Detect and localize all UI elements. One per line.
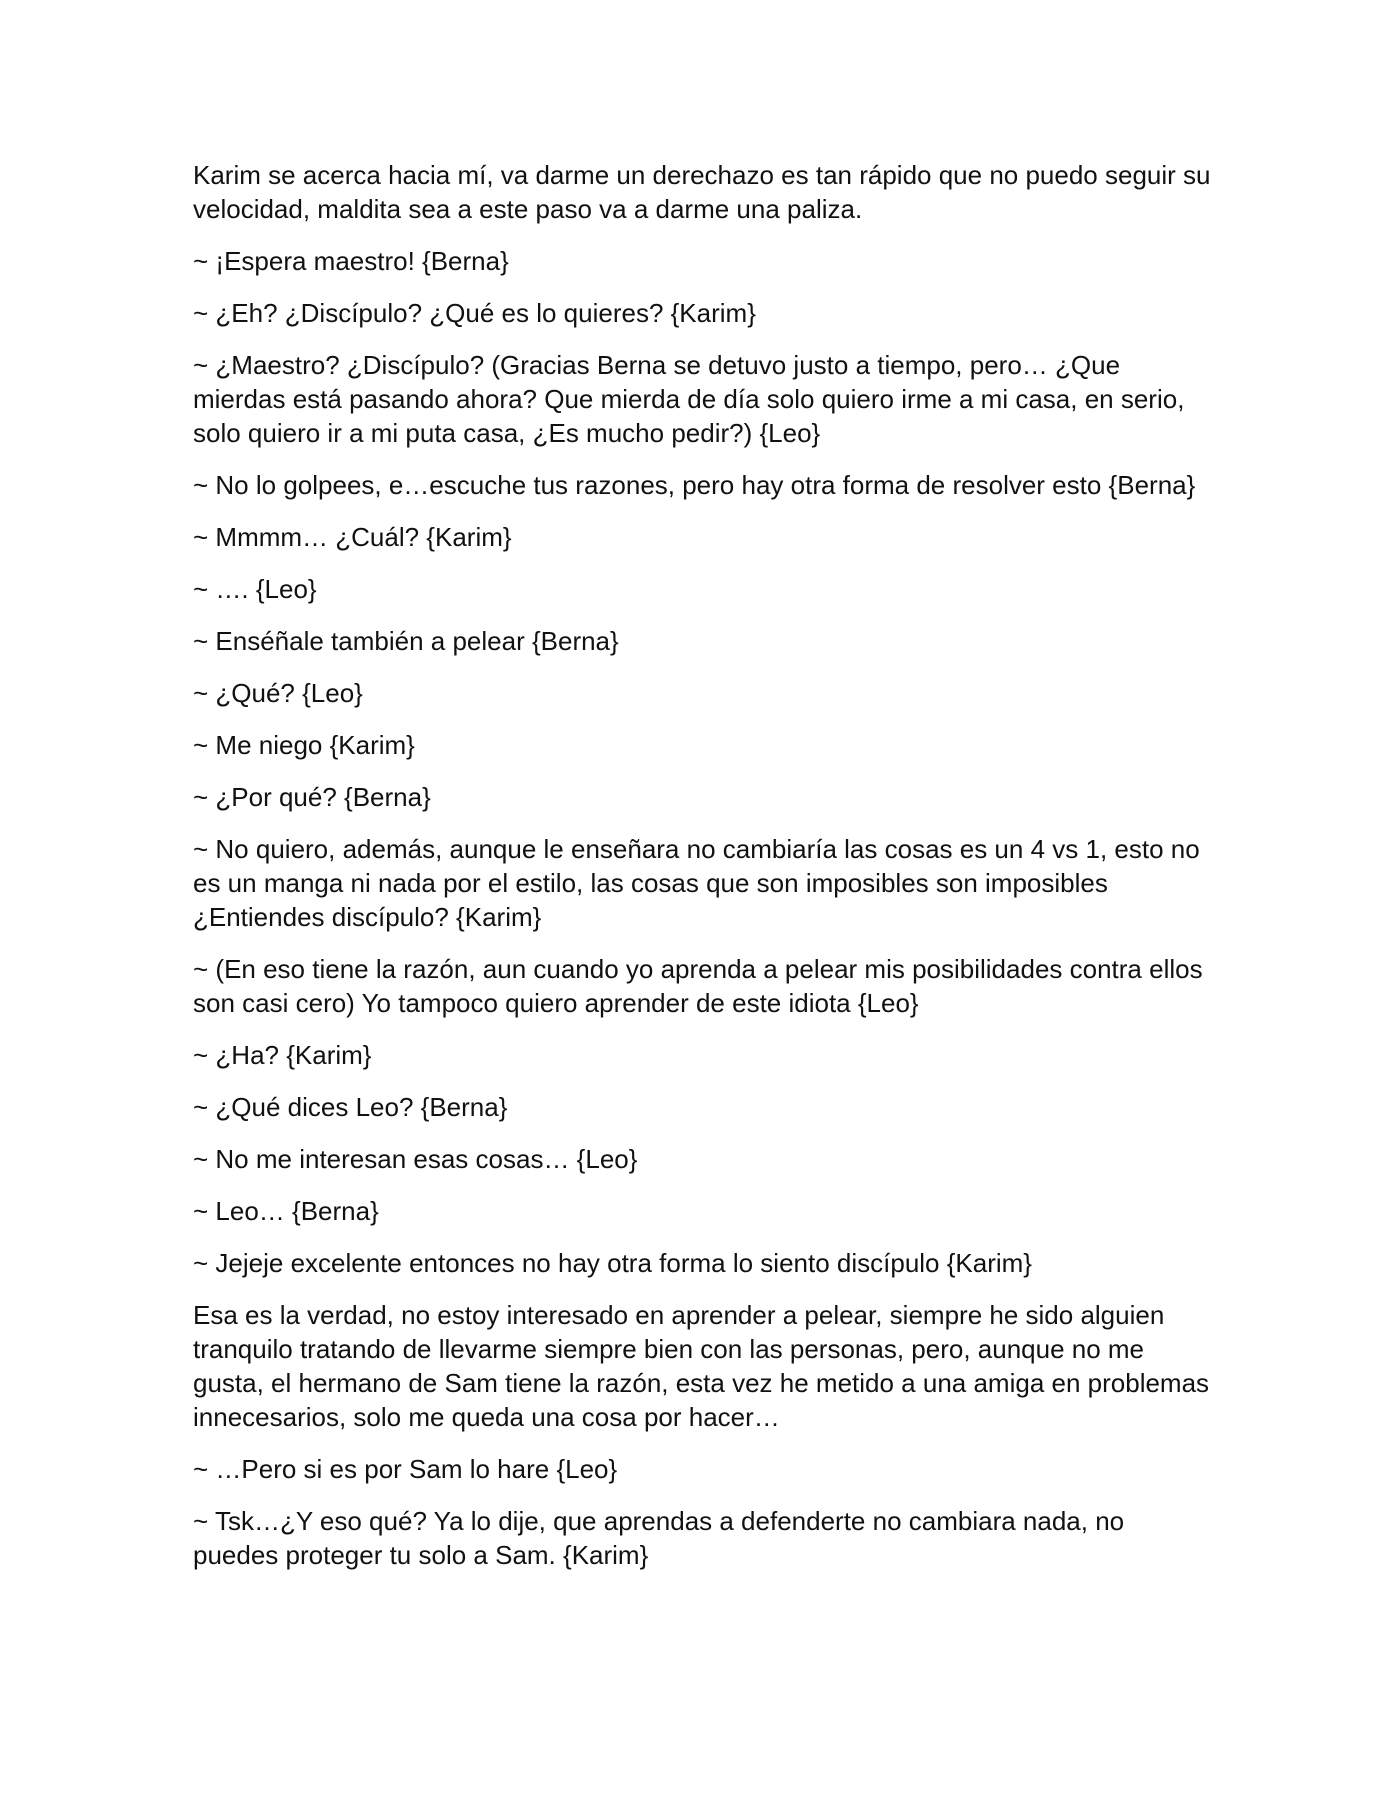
dialogue-line: ~ No me interesan esas cosas… {Leo} [193, 1144, 638, 1174]
dialogue-line: ~ ¿Maestro? ¿Discípulo? (Gracias Berna se detuvo justo a tiempo, pero… ¿Que mierdas está pasando ahora? Que mierda de día solo quiero irme a mi casa, en serio, solo quiero ir a mi puta casa, ¿Es mucho pedir?) {Leo} [193, 350, 1185, 448]
dialogue-line: ~ ¿Ha? {Karim} [193, 1040, 372, 1070]
dialogue-line: ~ Mmmm… ¿Cuál? {Karim} [193, 522, 512, 552]
dialogue-line: ~ (En eso tiene la razón, aun cuando yo aprenda a pelear mis posibilidades contra ellos son casi cero) Yo tampoco quiero aprender de este idiota {Leo} [193, 954, 1203, 1018]
dialogue-line: ~ …Pero si es por Sam lo hare {Leo} [193, 1454, 618, 1484]
dialogue-line: ~ Me niego {Karim} [193, 730, 415, 760]
dialogue-line: ~ ¿Por qué? {Berna} [193, 782, 431, 812]
dialogue-line: ~ …. {Leo} [193, 574, 317, 604]
dialogue-line: ~ No quiero, además, aunque le enseñara no cambiaría las cosas es un 4 vs 1, esto no es un manga ni nada por el estilo, las cosas que son imposibles son imposibles ¿Entiendes discípulo? {Karim} [193, 834, 1200, 932]
dialogue-line: ~ Leo… {Berna} [193, 1196, 379, 1226]
dialogue-line: ~ Enséñale también a pelear {Berna} [193, 626, 619, 656]
dialogue-line: ~ Tsk…¿Y eso qué? Ya lo dije, que aprendas a defenderte no cambiara nada, no puedes proteger tu solo a Sam. {Karim} [193, 1506, 1125, 1570]
dialogue-line: ~ No lo golpees, e…escuche tus razones, pero hay otra forma de resolver esto {Berna} [193, 470, 1196, 500]
dialogue-line: ~ ¿Eh? ¿Discípulo? ¿Qué es lo quieres? {Karim} [193, 298, 756, 328]
dialogue-line: ~ Jejeje excelente entonces no hay otra forma lo siento discípulo {Karim} [193, 1248, 1032, 1278]
dialogue-line: ~ ¿Qué? {Leo} [193, 678, 363, 708]
document-page [193, 158, 1213, 1590]
narration-paragraph: Esa es la verdad, no estoy interesado en aprender a pelear, siempre he sido alguien tranquilo tratando de llevarme siempre bien con las personas, pero, aunque no me gusta, el hermano de Sam tiene la razón, esta vez he metido a una amiga en problemas innecesarios, solo me queda una cosa por hacer… [193, 1300, 1210, 1432]
dialogue-line: ~ ¡Espera maestro! {Berna} [193, 246, 509, 276]
narration-paragraph: Karim se acerca hacia mí, va darme un derechazo es tan rápido que no puedo seguir su velocidad, maldita sea a este paso va a darme una paliza. [193, 160, 1211, 224]
dialogue-line: ~ ¿Qué dices Leo? {Berna} [193, 1092, 508, 1122]
